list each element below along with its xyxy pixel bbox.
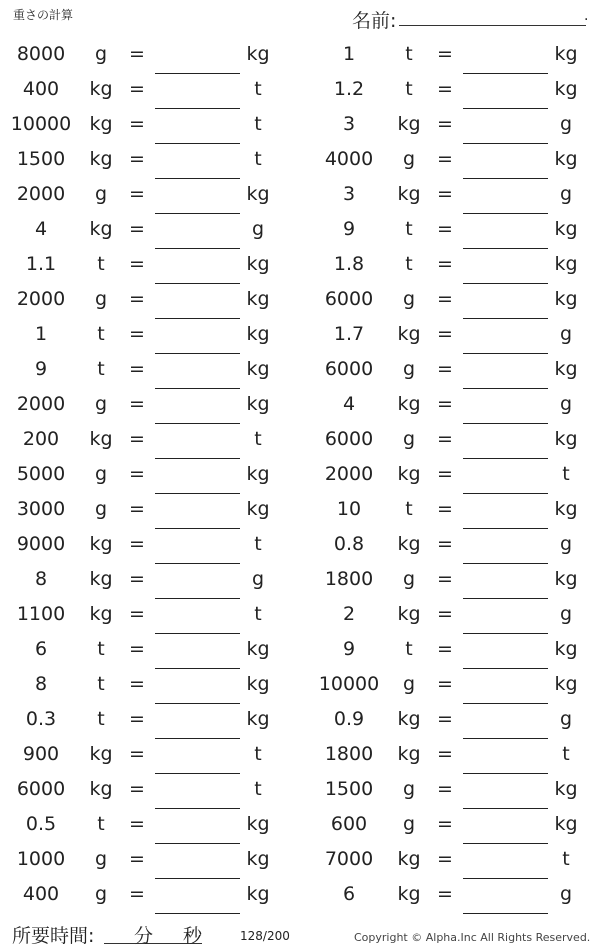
problem-row [0, 248, 600, 283]
problem-value: 8 [34, 568, 48, 590]
equals-sign: = [437, 358, 453, 380]
problem-row [0, 633, 600, 668]
problem-row [0, 108, 600, 143]
from-unit: g [402, 148, 416, 170]
from-unit: kg [89, 78, 113, 100]
to-unit: kg [246, 288, 270, 310]
problem [0, 773, 300, 808]
problem [308, 563, 600, 598]
from-unit: kg [397, 463, 421, 485]
equals-sign: = [437, 428, 453, 450]
problem [0, 563, 300, 598]
problem-row [0, 668, 600, 703]
problem-value: 2000 [324, 463, 374, 485]
to-unit: t [254, 78, 262, 100]
problem-value: 1500 [324, 778, 374, 800]
problem [0, 248, 300, 283]
from-unit: kg [89, 113, 113, 135]
from-unit: g [94, 183, 108, 205]
from-unit: kg [89, 568, 113, 590]
from-unit: g [402, 358, 416, 380]
from-unit: g [402, 428, 416, 450]
to-unit: g [559, 393, 573, 415]
equals-sign: = [129, 288, 145, 310]
problem-row [0, 563, 600, 598]
problem-row [0, 528, 600, 563]
answer-blank[interactable] [463, 913, 548, 914]
to-unit: kg [246, 813, 270, 835]
to-unit: kg [554, 673, 578, 695]
to-unit: kg [554, 568, 578, 590]
problem [308, 248, 600, 283]
from-unit: t [405, 253, 413, 275]
from-unit: g [94, 883, 108, 905]
problem-row [0, 318, 600, 353]
to-unit: kg [246, 323, 270, 345]
problem-row [0, 38, 600, 73]
problem-value: 9 [342, 638, 356, 660]
equals-sign: = [437, 43, 453, 65]
from-unit: t [97, 638, 105, 660]
equals-sign: = [129, 463, 145, 485]
problem-value: 1500 [16, 148, 66, 170]
problem [308, 703, 600, 738]
problem-row [0, 773, 600, 808]
from-unit: g [402, 673, 416, 695]
to-unit: kg [554, 428, 578, 450]
to-unit: kg [554, 148, 578, 170]
from-unit: kg [89, 603, 113, 625]
from-unit: kg [397, 183, 421, 205]
equals-sign: = [437, 288, 453, 310]
equals-sign: = [437, 498, 453, 520]
problem [308, 738, 600, 773]
problem [0, 143, 300, 178]
from-unit: g [402, 813, 416, 835]
problem-value: 1.7 [333, 323, 365, 345]
problem [0, 598, 300, 633]
equals-sign: = [129, 43, 145, 65]
from-unit: t [405, 498, 413, 520]
problem-value: 1 [342, 43, 356, 65]
problem [0, 38, 300, 73]
problem-row [0, 178, 600, 213]
from-unit: g [402, 568, 416, 590]
equals-sign: = [129, 568, 145, 590]
problem [308, 598, 600, 633]
equals-sign: = [437, 393, 453, 415]
equals-sign: = [437, 673, 453, 695]
problem-value: 1800 [324, 568, 374, 590]
equals-sign: = [129, 323, 145, 345]
problem-row [0, 423, 600, 458]
problem-value: 8 [34, 673, 48, 695]
equals-sign: = [437, 603, 453, 625]
problem-value: 10 [336, 498, 362, 520]
problem-value: 10000 [10, 113, 72, 135]
problem-value: 9 [342, 218, 356, 240]
problem-value: 7000 [324, 848, 374, 870]
problem-row [0, 878, 600, 913]
equals-sign: = [129, 638, 145, 660]
equals-sign: = [129, 253, 145, 275]
problem-row [0, 808, 600, 843]
to-unit: t [254, 148, 262, 170]
to-unit: g [559, 533, 573, 555]
equals-sign: = [437, 533, 453, 555]
problem-value: 1.8 [333, 253, 365, 275]
to-unit: kg [246, 673, 270, 695]
equals-sign: = [437, 848, 453, 870]
problem [308, 458, 600, 493]
problem [308, 318, 600, 353]
to-unit: g [559, 183, 573, 205]
problem-row [0, 143, 600, 178]
problem-value: 2000 [16, 393, 66, 415]
equals-sign: = [129, 813, 145, 835]
to-unit: t [562, 848, 570, 870]
equals-sign: = [437, 253, 453, 275]
from-unit: kg [89, 533, 113, 555]
equals-sign: = [437, 813, 453, 835]
equals-sign: = [437, 778, 453, 800]
to-unit: t [254, 743, 262, 765]
from-unit: kg [397, 323, 421, 345]
problem [0, 528, 300, 563]
problem-value: 4 [34, 218, 48, 240]
problem-value: 3 [342, 183, 356, 205]
from-unit: kg [89, 778, 113, 800]
to-unit: g [559, 603, 573, 625]
to-unit: g [251, 218, 265, 240]
equals-sign: = [129, 743, 145, 765]
from-unit: kg [397, 113, 421, 135]
equals-sign: = [129, 393, 145, 415]
from-unit: t [97, 813, 105, 835]
problem [308, 773, 600, 808]
problem-value: 10000 [318, 673, 380, 695]
equals-sign: = [129, 358, 145, 380]
problem [0, 283, 300, 318]
problem [308, 178, 600, 213]
problem [308, 213, 600, 248]
problem-value: 3000 [16, 498, 66, 520]
to-unit: kg [246, 253, 270, 275]
problem-value: 9000 [16, 533, 66, 555]
from-unit: t [97, 673, 105, 695]
to-unit: t [254, 603, 262, 625]
problem-value: 6 [34, 638, 48, 660]
problem-value: 2 [342, 603, 356, 625]
to-unit: kg [246, 183, 270, 205]
problem [308, 423, 600, 458]
problem [0, 178, 300, 213]
problem-row [0, 283, 600, 318]
from-unit: t [97, 253, 105, 275]
from-unit: t [405, 218, 413, 240]
equals-sign: = [437, 218, 453, 240]
minutes-label: 分 [134, 925, 154, 947]
to-unit: t [254, 428, 262, 450]
name-label: 名前: [352, 10, 397, 32]
from-unit: kg [89, 148, 113, 170]
problem [0, 878, 300, 913]
problem-value: 1000 [16, 848, 66, 870]
problem-value: 6000 [324, 288, 374, 310]
to-unit: kg [246, 393, 270, 415]
from-unit: t [405, 78, 413, 100]
problem [0, 213, 300, 248]
problem-row [0, 843, 600, 878]
problem-value: 900 [22, 743, 60, 765]
equals-sign: = [437, 148, 453, 170]
from-unit: kg [397, 708, 421, 730]
seconds-label: 秒 [183, 925, 203, 947]
problem-grid [0, 38, 600, 913]
from-unit: g [402, 288, 416, 310]
problem [308, 668, 600, 703]
to-unit: t [254, 778, 262, 800]
problem [0, 738, 300, 773]
from-unit: kg [89, 218, 113, 240]
from-unit: kg [89, 743, 113, 765]
problem-value: 1100 [16, 603, 66, 625]
problem-row [0, 73, 600, 108]
problem [0, 493, 300, 528]
equals-sign: = [437, 638, 453, 660]
to-unit: kg [246, 848, 270, 870]
problem-value: 400 [22, 78, 60, 100]
equals-sign: = [129, 603, 145, 625]
equals-sign: = [129, 498, 145, 520]
equals-sign: = [437, 463, 453, 485]
to-unit: kg [246, 638, 270, 660]
to-unit: g [559, 323, 573, 345]
problem-row [0, 353, 600, 388]
problem [308, 283, 600, 318]
problem [308, 73, 600, 108]
equals-sign: = [129, 148, 145, 170]
from-unit: t [97, 358, 105, 380]
to-unit: kg [554, 253, 578, 275]
problem-value: 5000 [16, 463, 66, 485]
from-unit: kg [397, 743, 421, 765]
problem-row [0, 213, 600, 248]
to-unit: kg [246, 358, 270, 380]
problem [0, 73, 300, 108]
to-unit: kg [554, 638, 578, 660]
equals-sign: = [437, 78, 453, 100]
problem-value: 600 [330, 813, 368, 835]
equals-sign: = [437, 568, 453, 590]
name-field[interactable] [399, 25, 586, 26]
from-unit: kg [397, 603, 421, 625]
problem [0, 843, 300, 878]
problem-value: 3 [342, 113, 356, 135]
equals-sign: = [437, 113, 453, 135]
to-unit: kg [554, 218, 578, 240]
problem-value: 8000 [16, 43, 66, 65]
equals-sign: = [129, 183, 145, 205]
to-unit: kg [554, 43, 578, 65]
problem-value: 1 [34, 323, 48, 345]
problem-value: 1.2 [333, 78, 365, 100]
equals-sign: = [129, 673, 145, 695]
to-unit: kg [246, 883, 270, 905]
problem-value: 0.3 [25, 708, 57, 730]
problem-value: 2000 [16, 288, 66, 310]
problem [0, 423, 300, 458]
problem-row [0, 458, 600, 493]
equals-sign: = [437, 183, 453, 205]
problem [308, 38, 600, 73]
problem [0, 808, 300, 843]
from-unit: g [94, 848, 108, 870]
problem [308, 143, 600, 178]
from-unit: kg [397, 848, 421, 870]
from-unit: g [94, 498, 108, 520]
problem-value: 6000 [16, 778, 66, 800]
from-unit: g [94, 463, 108, 485]
from-unit: kg [397, 533, 421, 555]
problem-row [0, 598, 600, 633]
from-unit: kg [89, 428, 113, 450]
equals-sign: = [129, 428, 145, 450]
problem [308, 633, 600, 668]
from-unit: t [97, 323, 105, 345]
equals-sign: = [437, 323, 453, 345]
to-unit: kg [246, 708, 270, 730]
problem-value: 6000 [324, 428, 374, 450]
from-unit: kg [397, 393, 421, 415]
problem-value: 0.5 [25, 813, 57, 835]
worksheet-title: 重さの計算 [13, 8, 74, 22]
to-unit: t [562, 743, 570, 765]
page-number: 128/200 [240, 929, 290, 943]
equals-sign: = [129, 778, 145, 800]
problem-value: 0.8 [333, 533, 365, 555]
equals-sign: = [129, 113, 145, 135]
problem [0, 633, 300, 668]
to-unit: t [254, 533, 262, 555]
problem [308, 528, 600, 563]
problem-value: 9 [34, 358, 48, 380]
from-unit: g [402, 778, 416, 800]
problem-value: 200 [22, 428, 60, 450]
to-unit: kg [554, 358, 578, 380]
to-unit: kg [246, 463, 270, 485]
equals-sign: = [129, 78, 145, 100]
to-unit: kg [554, 778, 578, 800]
from-unit: t [405, 638, 413, 660]
problem [308, 108, 600, 143]
name-end-dot: . [584, 8, 589, 24]
from-unit: g [94, 288, 108, 310]
problem-row [0, 388, 600, 423]
copyright: Copyright © Alpha.Inc All Rights Reserved. [354, 931, 591, 944]
problem [0, 668, 300, 703]
problem [308, 843, 600, 878]
to-unit: kg [554, 288, 578, 310]
problem-row [0, 703, 600, 738]
to-unit: kg [554, 498, 578, 520]
problem-value: 6000 [324, 358, 374, 380]
to-unit: kg [246, 498, 270, 520]
equals-sign: = [129, 883, 145, 905]
to-unit: g [559, 883, 573, 905]
to-unit: kg [554, 813, 578, 835]
problem [0, 703, 300, 738]
problem [308, 388, 600, 423]
equals-sign: = [129, 533, 145, 555]
from-unit: t [97, 708, 105, 730]
problem-value: 1800 [324, 743, 374, 765]
to-unit: kg [246, 43, 270, 65]
problem-value: 1.1 [25, 253, 57, 275]
problem-value: 4000 [324, 148, 374, 170]
problem-value: 4 [342, 393, 356, 415]
equals-sign: = [437, 883, 453, 905]
equals-sign: = [437, 743, 453, 765]
problem-value: 6 [342, 883, 356, 905]
problem [308, 493, 600, 528]
equals-sign: = [437, 708, 453, 730]
problem-value: 2000 [16, 183, 66, 205]
to-unit: g [559, 708, 573, 730]
problem-row [0, 738, 600, 773]
to-unit: g [559, 113, 573, 135]
time-label: 所要時間: [12, 925, 95, 947]
from-unit: g [94, 43, 108, 65]
equals-sign: = [129, 848, 145, 870]
equals-sign: = [129, 218, 145, 240]
problem [0, 353, 300, 388]
problem [308, 353, 600, 388]
to-unit: g [251, 568, 265, 590]
from-unit: kg [397, 883, 421, 905]
to-unit: t [254, 113, 262, 135]
problem-row [0, 493, 600, 528]
problem-value: 400 [22, 883, 60, 905]
to-unit: t [562, 463, 570, 485]
problem-value: 0.9 [333, 708, 365, 730]
to-unit: kg [554, 78, 578, 100]
problem [308, 808, 600, 843]
problem [0, 318, 300, 353]
from-unit: t [405, 43, 413, 65]
problem [0, 108, 300, 143]
answer-blank[interactable] [155, 913, 240, 914]
from-unit: g [94, 393, 108, 415]
problem [0, 458, 300, 493]
problem [308, 878, 600, 913]
problem [0, 388, 300, 423]
equals-sign: = [129, 708, 145, 730]
